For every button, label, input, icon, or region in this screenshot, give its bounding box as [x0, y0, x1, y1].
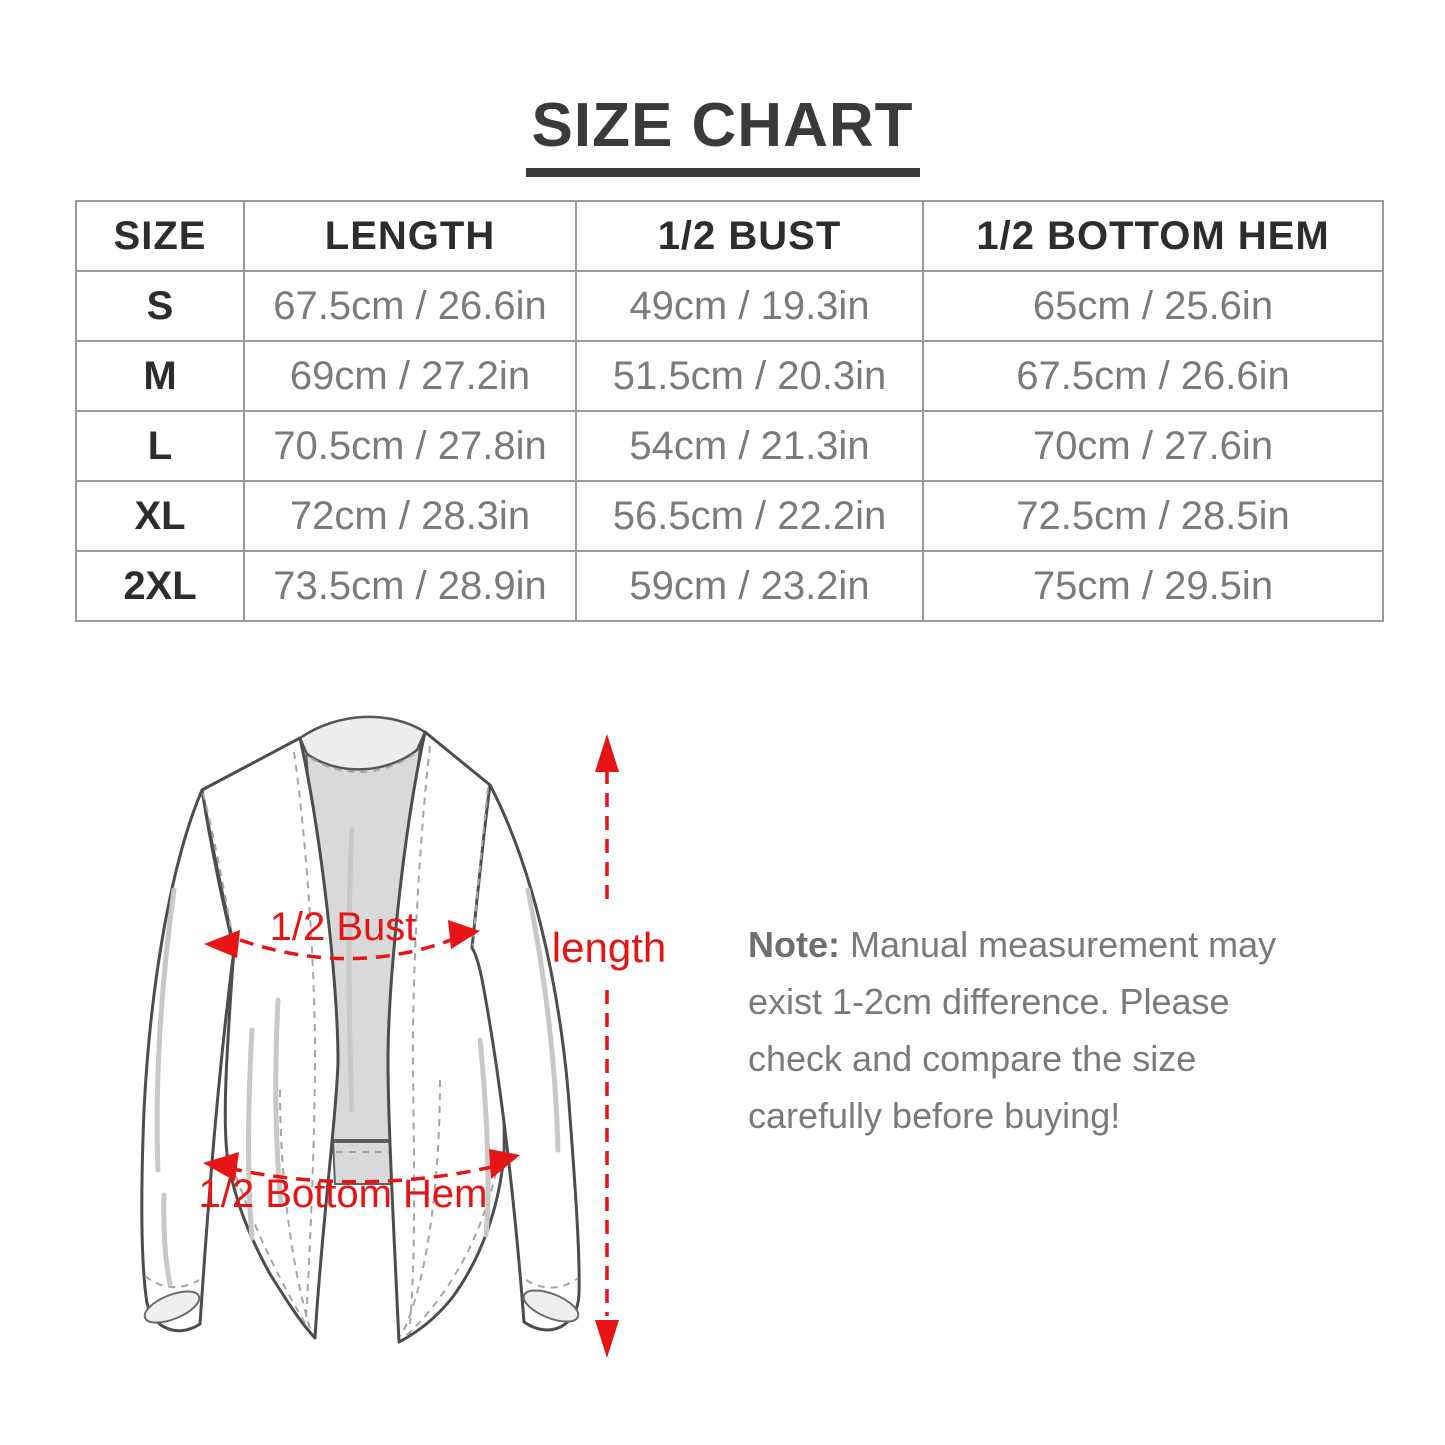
length-value: 67.5cm / 26.6in [244, 271, 576, 341]
bust-value: 56.5cm / 22.2in [576, 481, 923, 551]
length-value: 69cm / 27.2in [244, 341, 576, 411]
note-label: Note: [748, 924, 840, 965]
table-row [76, 411, 1383, 481]
bust-value: 54cm / 21.3in [576, 411, 923, 481]
note-line: check and compare the size [748, 1038, 1197, 1079]
table-row [76, 481, 1383, 551]
note-line: exist 1-2cm difference. Please [748, 981, 1230, 1022]
bottom-hem-measure-label: 1/2 Bottom Hem [198, 1172, 488, 1216]
table-row [76, 341, 1383, 411]
bust-value: 59cm / 23.2in [576, 551, 923, 621]
size-label: XL [76, 481, 244, 551]
measurement-note [748, 916, 1348, 1144]
hem-value: 75cm / 29.5in [923, 551, 1383, 621]
hem-value: 70cm / 27.6in [923, 411, 1383, 481]
table-row [76, 271, 1383, 341]
cardigan-measurement-diagram [100, 690, 720, 1445]
length-value: 72cm / 28.3in [244, 481, 576, 551]
bust-measure-label: 1/2 Bust [269, 905, 417, 949]
note-line: carefully before buying! [748, 1095, 1121, 1136]
length-arrow-up [595, 734, 619, 772]
length-measure-label: length [551, 924, 667, 971]
page-title: SIZE CHART [526, 90, 920, 177]
hem-value: 72.5cm / 28.5in [923, 481, 1383, 551]
col-header-bust: 1/2 BUST [576, 201, 923, 271]
hem-value: 65cm / 25.6in [923, 271, 1383, 341]
length-value: 73.5cm / 28.9in [244, 551, 576, 621]
size-label: S [76, 271, 244, 341]
size-label: L [76, 411, 244, 481]
col-header-length: LENGTH [244, 201, 576, 271]
length-arrow-down [595, 1320, 619, 1358]
bust-value: 51.5cm / 20.3in [576, 341, 923, 411]
hem-value: 67.5cm / 26.6in [923, 341, 1383, 411]
size-table [75, 200, 1384, 622]
size-label: 2XL [76, 551, 244, 621]
size-label: M [76, 341, 244, 411]
length-value: 70.5cm / 27.8in [244, 411, 576, 481]
col-header-size: SIZE [76, 201, 244, 271]
table-row [76, 551, 1383, 621]
bust-value: 49cm / 19.3in [576, 271, 923, 341]
col-header-hem: 1/2 BOTTOM HEM [923, 201, 1383, 271]
note-line: Note: Manual measurement may [748, 924, 1277, 965]
table-header-row [76, 201, 1383, 271]
